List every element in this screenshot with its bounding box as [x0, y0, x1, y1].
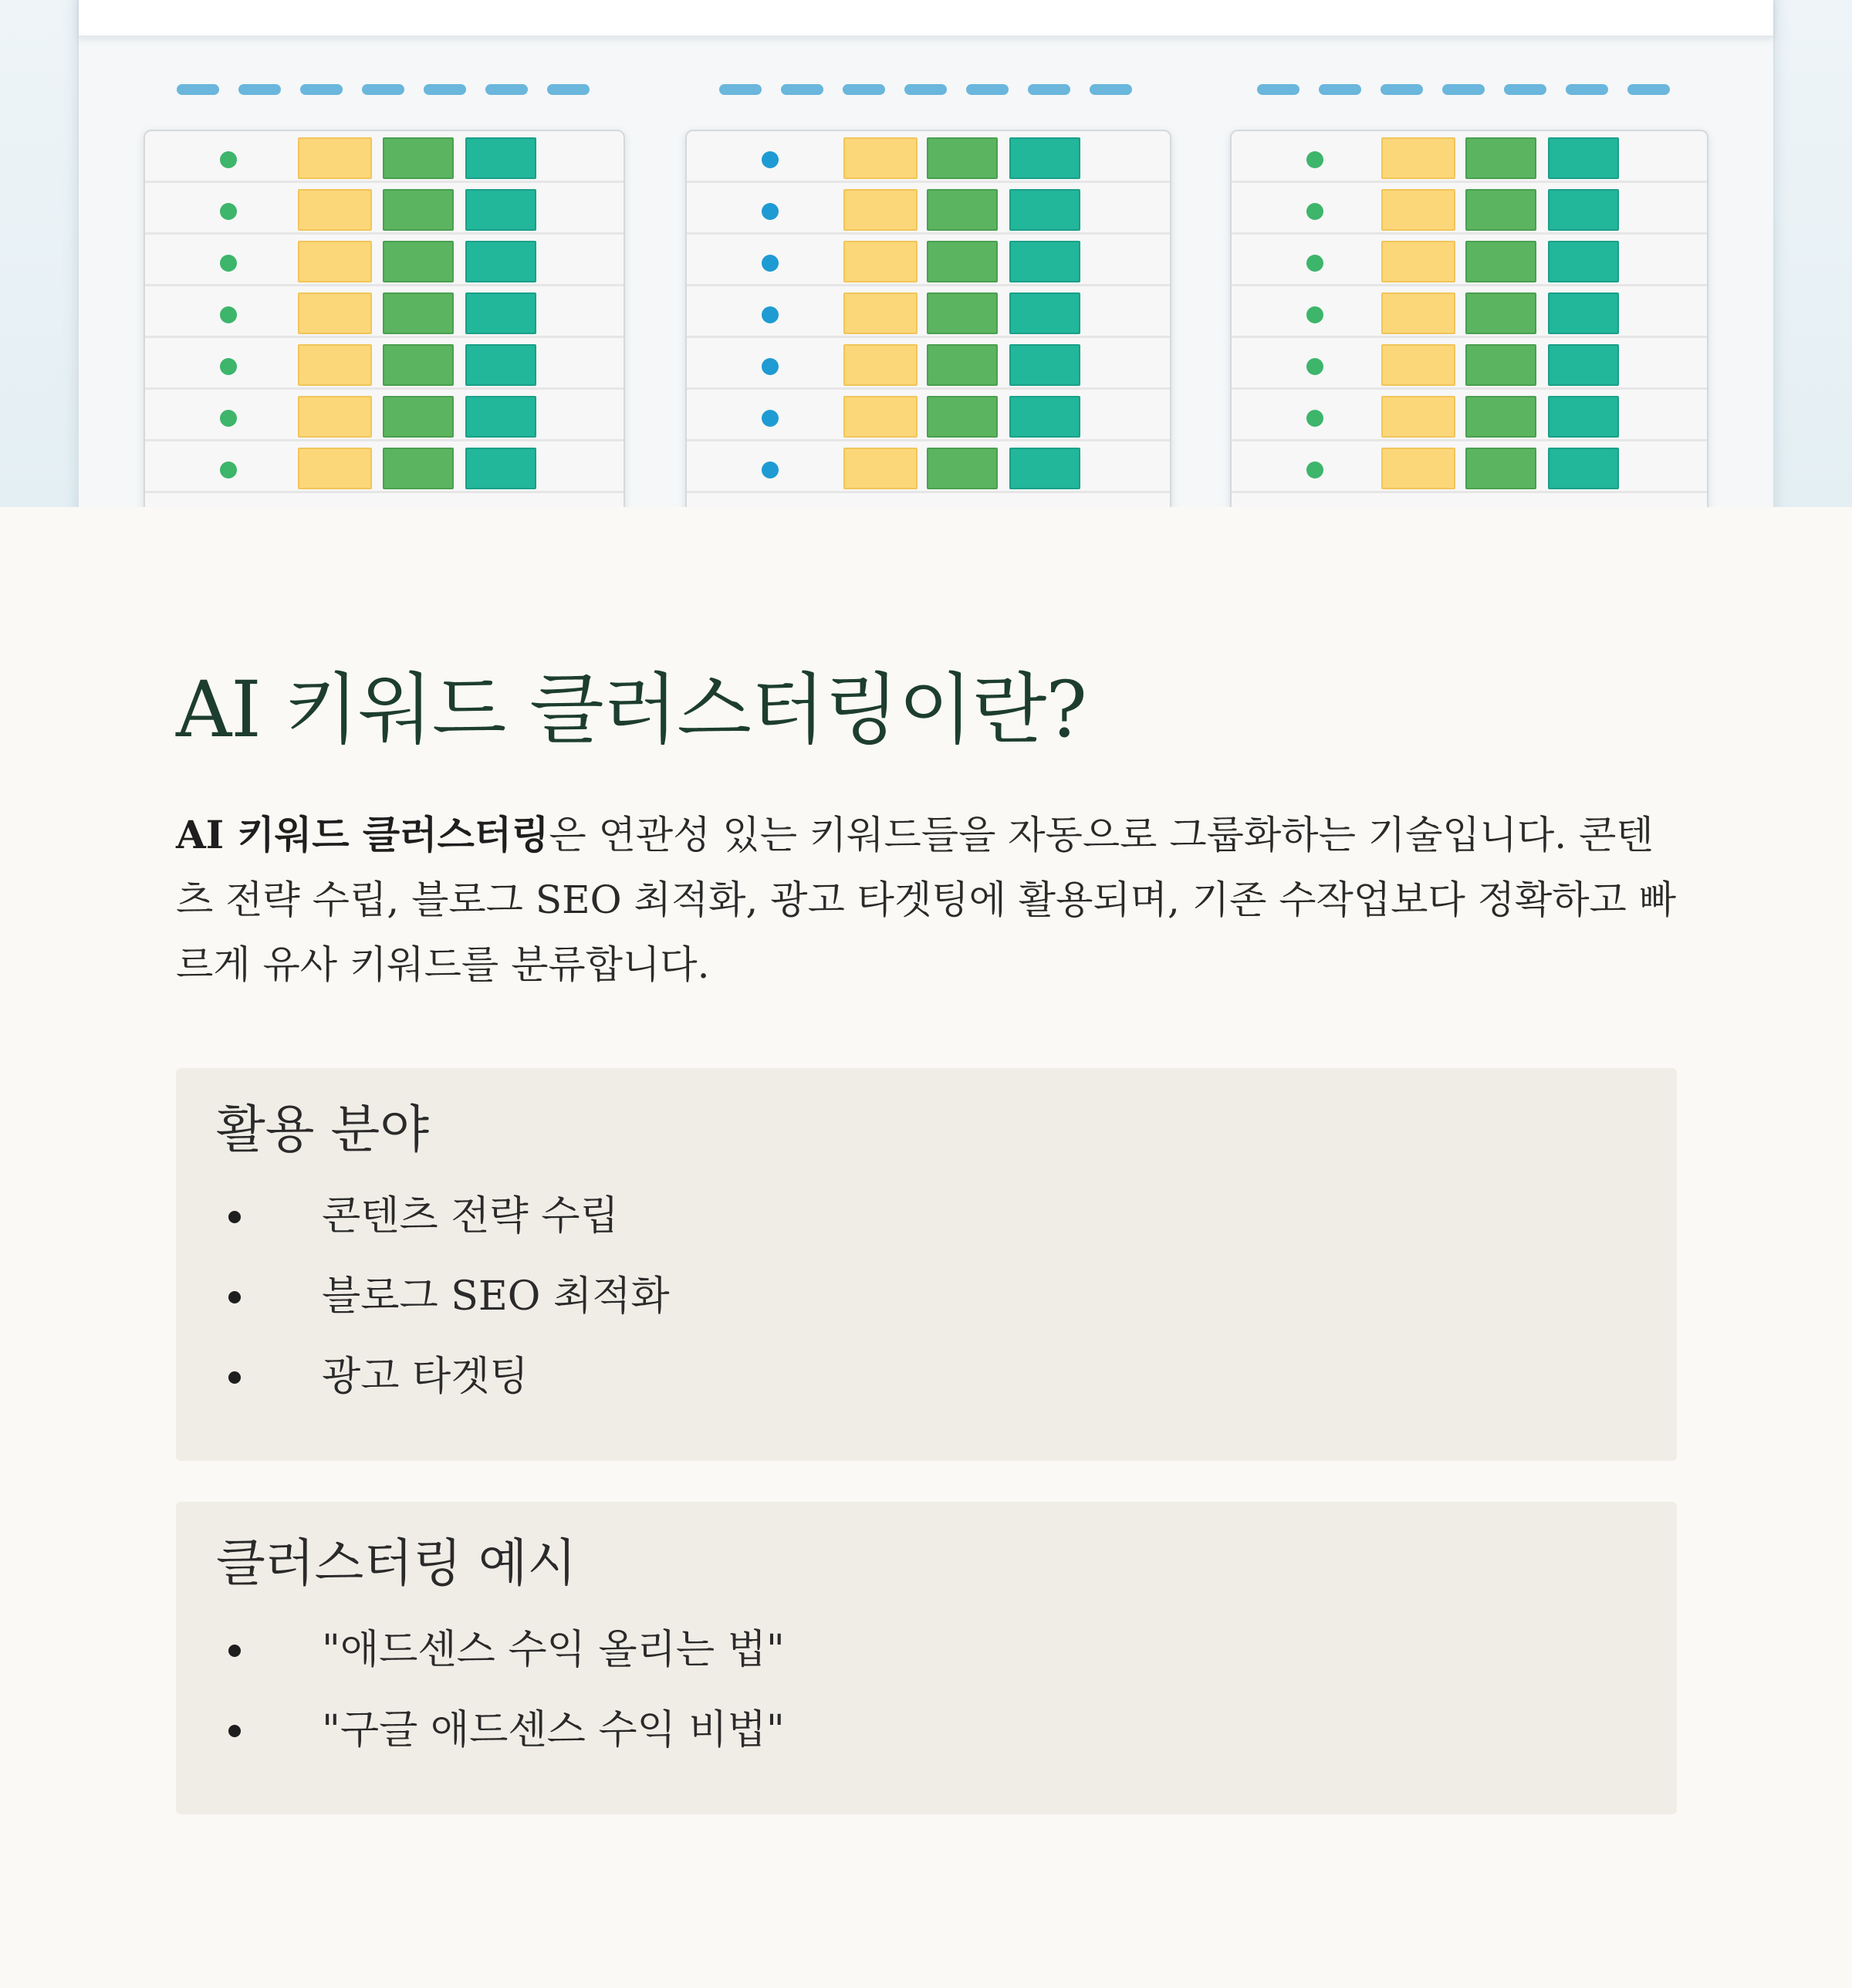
keyword-cell — [465, 396, 536, 438]
cluster-panel-2 — [685, 130, 1171, 507]
keyword-cell — [298, 396, 372, 438]
page-title: AI 키워드 클러스터링이란? — [176, 664, 1087, 755]
keyword-cell — [843, 189, 918, 231]
status-dot — [762, 410, 779, 427]
keyword-cell — [383, 241, 454, 282]
keyword-cell — [1009, 448, 1080, 489]
dash-mark — [547, 84, 590, 95]
keyword-cell — [927, 189, 998, 231]
status-dot — [1306, 255, 1323, 272]
keyword-cell — [1465, 137, 1536, 179]
keyword-cell — [843, 292, 918, 334]
dash-mark — [1257, 84, 1299, 95]
panel-row — [687, 183, 1170, 235]
panel-row — [687, 235, 1170, 286]
keyword-cell — [1465, 448, 1536, 489]
bullet-icon — [228, 1725, 241, 1737]
panel-header-dashes — [177, 84, 590, 95]
status-dot — [762, 462, 779, 478]
dash-mark — [781, 84, 823, 95]
keyword-cell — [298, 137, 372, 179]
keyword-cell — [1465, 241, 1536, 282]
panel-row — [1232, 286, 1707, 338]
keyword-cell — [383, 137, 454, 179]
dash-mark — [1504, 84, 1546, 95]
keyword-cell — [1548, 344, 1619, 386]
status-dot — [762, 203, 779, 220]
dash-mark — [424, 84, 466, 95]
keyword-cell — [927, 448, 998, 489]
panel-row — [1232, 338, 1707, 390]
panel-row — [145, 183, 624, 235]
keyword-cell — [383, 344, 454, 386]
status-dot — [762, 255, 779, 272]
keyword-cell — [298, 292, 372, 334]
dash-mark — [904, 84, 947, 95]
keyword-cell — [465, 448, 536, 489]
keyword-cell — [1465, 189, 1536, 231]
keyword-cell — [1009, 137, 1080, 179]
keyword-cell — [1009, 189, 1080, 231]
panel-row — [145, 131, 624, 183]
panel-row — [687, 131, 1170, 183]
panel-row — [687, 390, 1170, 441]
dash-mark — [719, 84, 762, 95]
keyword-cell — [465, 344, 536, 386]
intro-text: 은 연관성 있는 키워드들을 자동으로 그룹화하는 기술입니다. 콘텐츠 전략 수립, 블로그 SEO 최적화, 광고 타겟팅에 활용되며, 기존 수작업보다 정확하고 빠르게 유사 키워드를 분류합니다. — [176, 813, 1677, 987]
panel-header-dashes — [1257, 84, 1670, 95]
panel-row — [1232, 441, 1707, 493]
bullet-icon — [228, 1211, 241, 1223]
keyword-cell — [1548, 292, 1619, 334]
status-dot — [220, 306, 237, 323]
example-card-title: 클러스터링 예시 — [216, 1533, 577, 1593]
bullet-icon — [228, 1291, 241, 1303]
status-dot — [1306, 151, 1323, 168]
status-dot — [1306, 358, 1323, 375]
keyword-cell — [1465, 292, 1536, 334]
keyword-cell — [298, 189, 372, 231]
dash-mark — [1319, 84, 1361, 95]
keyword-cell — [1009, 396, 1080, 438]
keyword-cell — [1381, 137, 1455, 179]
keyword-cell — [927, 344, 998, 386]
keyword-cell — [1009, 241, 1080, 282]
status-dot — [1306, 203, 1323, 220]
keyword-cell — [465, 241, 536, 282]
bullet-icon — [228, 1371, 241, 1384]
keyword-cell — [1548, 137, 1619, 179]
dash-mark — [177, 84, 219, 95]
cluster-panel-3 — [1230, 130, 1708, 507]
panel-row — [687, 286, 1170, 338]
list-item: "구글 애드센스 수익 비법" — [216, 1690, 785, 1770]
dashboard-topbar — [79, 0, 1773, 37]
dash-mark — [1627, 84, 1670, 95]
keyword-cell — [465, 189, 536, 231]
keyword-cell — [843, 137, 918, 179]
keyword-cell — [1381, 344, 1455, 386]
keyword-cell — [1465, 344, 1536, 386]
dash-mark — [1028, 84, 1070, 95]
dash-mark — [485, 84, 528, 95]
keyword-cell — [1381, 189, 1455, 231]
uses-card — [176, 1068, 1677, 1461]
cluster-panel-1 — [144, 130, 625, 507]
keyword-cell — [1381, 396, 1455, 438]
keyword-cell — [1009, 344, 1080, 386]
uses-card-title: 활용 분야 — [216, 1100, 430, 1159]
keyword-cell — [1548, 241, 1619, 282]
list-item: 광고 타겟팅 — [216, 1337, 670, 1417]
keyword-cell — [843, 396, 918, 438]
status-dot — [762, 151, 779, 168]
status-dot — [1306, 410, 1323, 427]
keyword-cell — [383, 189, 454, 231]
article — [176, 664, 1677, 997]
dash-mark — [966, 84, 1009, 95]
panel-row — [145, 235, 624, 286]
list-item: "애드센스 수익 올리는 법" — [216, 1610, 785, 1690]
keyword-cell — [1548, 396, 1619, 438]
status-dot — [1306, 462, 1323, 478]
keyword-cell — [927, 241, 998, 282]
keyword-cell — [1465, 396, 1536, 438]
list-item: 콘텐츠 전략 수립 — [216, 1176, 670, 1256]
keyword-cell — [927, 292, 998, 334]
panel-row — [1232, 183, 1707, 235]
status-dot — [220, 462, 237, 478]
dash-mark — [1442, 84, 1485, 95]
status-dot — [220, 410, 237, 427]
dash-mark — [1381, 84, 1423, 95]
dash-mark — [1566, 84, 1608, 95]
dash-mark — [843, 84, 885, 95]
keyword-cell — [298, 241, 372, 282]
keyword-cell — [927, 137, 998, 179]
panel-row — [145, 390, 624, 441]
hero-illustration — [0, 0, 1852, 507]
status-dot — [220, 358, 237, 375]
panel-row — [1232, 235, 1707, 286]
panel-header-dashes — [719, 84, 1132, 95]
status-dot — [1306, 306, 1323, 323]
panel-row — [145, 338, 624, 390]
keyword-cell — [298, 448, 372, 489]
keyword-cell — [465, 292, 536, 334]
keyword-cell — [383, 396, 454, 438]
panel-row — [145, 286, 624, 338]
bullet-icon — [228, 1645, 241, 1657]
status-dot — [220, 151, 237, 168]
uses-list — [216, 1176, 670, 1417]
panel-row — [687, 441, 1170, 493]
panel-row — [1232, 390, 1707, 441]
keyword-cell — [843, 241, 918, 282]
keyword-cell — [927, 396, 998, 438]
dash-mark — [300, 84, 343, 95]
dash-mark — [238, 84, 281, 95]
keyword-cell — [1381, 241, 1455, 282]
keyword-cell — [1009, 292, 1080, 334]
example-list — [216, 1610, 785, 1770]
panel-row — [1232, 131, 1707, 183]
status-dot — [220, 203, 237, 220]
intro-bold-term: AI 키워드 클러스터링 — [176, 812, 549, 857]
keyword-cell — [465, 137, 536, 179]
status-dot — [762, 306, 779, 323]
intro-paragraph — [176, 803, 1677, 997]
keyword-cell — [1548, 189, 1619, 231]
dash-mark — [362, 84, 404, 95]
panel-row — [687, 338, 1170, 390]
keyword-cell — [383, 292, 454, 334]
keyword-cell — [1381, 448, 1455, 489]
keyword-cell — [843, 448, 918, 489]
example-card — [176, 1502, 1677, 1814]
status-dot — [220, 255, 237, 272]
list-item: 블로그 SEO 최적화 — [216, 1256, 670, 1337]
keyword-cell — [383, 448, 454, 489]
panel-row — [145, 441, 624, 493]
keyword-cell — [1381, 292, 1455, 334]
keyword-cell — [298, 344, 372, 386]
keyword-cell — [843, 344, 918, 386]
keyword-cell — [1548, 448, 1619, 489]
dash-mark — [1090, 84, 1132, 95]
status-dot — [762, 358, 779, 375]
